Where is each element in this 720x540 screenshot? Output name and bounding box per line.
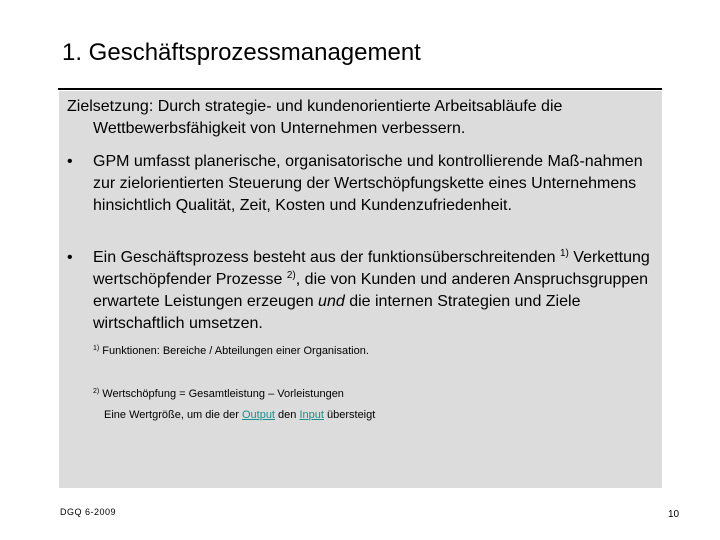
footnote-2-detail: [104, 408, 375, 422]
bullet-item-geschaeftsprozess: [67, 247, 657, 335]
input-link[interactable]: Input: [299, 409, 324, 421]
bullet-text-part: die internen Strategien und Ziele wirtschaftlich umsetzen.: [93, 293, 581, 332]
footnote-text: Wertschöpfung = Gesamtleistung – Vorleistungen: [99, 388, 344, 400]
bullet-marker: •: [67, 249, 73, 266]
footnote-1: [93, 344, 369, 358]
bullet-text-part: Verkettung wertschöpfender Prozesse: [93, 249, 650, 288]
footnote-ref-2: 2): [286, 270, 296, 281]
footnote-text: Funktionen: Bereiche / Abteilungen einer Organisation.: [99, 345, 369, 357]
footnote-marker: 2): [93, 388, 100, 395]
bullet-marker: •: [67, 153, 73, 170]
output-link[interactable]: Output: [241, 409, 275, 421]
title-divider: [58, 88, 662, 90]
page-number: 10: [668, 509, 680, 520]
bullet-item-gpm: [67, 151, 657, 217]
bullet-text: [93, 247, 657, 335]
goal-line-1: Zielsetzung: Durch strategie- und kundenorientierte Arbeitsabläufe die: [67, 98, 563, 115]
content-panel: [59, 91, 662, 488]
footnote-text: übersteigt: [323, 409, 376, 421]
emphasis-und: und: [318, 293, 345, 310]
footer-source: DGQ 6-2009: [60, 507, 117, 517]
footnote-text: Eine Wertgröße, um die der: [104, 409, 242, 421]
slide-title: 1. Geschäftsprozessmanagement: [62, 39, 421, 66]
bullet-text: GPM umfasst planerische, organisatorische und kontrollierende Maß-nahmen zur zielorientierten Steuerung der Wertschöpfungskette eines Unternehmens hinsichtlich Qualität, Zeit, Kosten und Kundenzufriedenheit.: [93, 153, 643, 214]
footnote-ref-1: 1): [559, 248, 569, 259]
footnote-2: [93, 387, 344, 401]
goal-statement: [67, 96, 657, 140]
bullet-text-part: , die von Kunden und anderen Anspruchsgruppen erwartete Leistungen erzeugen: [93, 271, 649, 310]
bullet-text-part: Ein Geschäftsprozess besteht aus der funktionsüberschreitenden: [93, 249, 560, 266]
footnote-text: den: [275, 409, 300, 421]
goal-line-2: Wettbewerbsfähigkeit von Unternehmen verbessern.: [93, 120, 466, 137]
footnote-marker: 1): [93, 345, 100, 352]
